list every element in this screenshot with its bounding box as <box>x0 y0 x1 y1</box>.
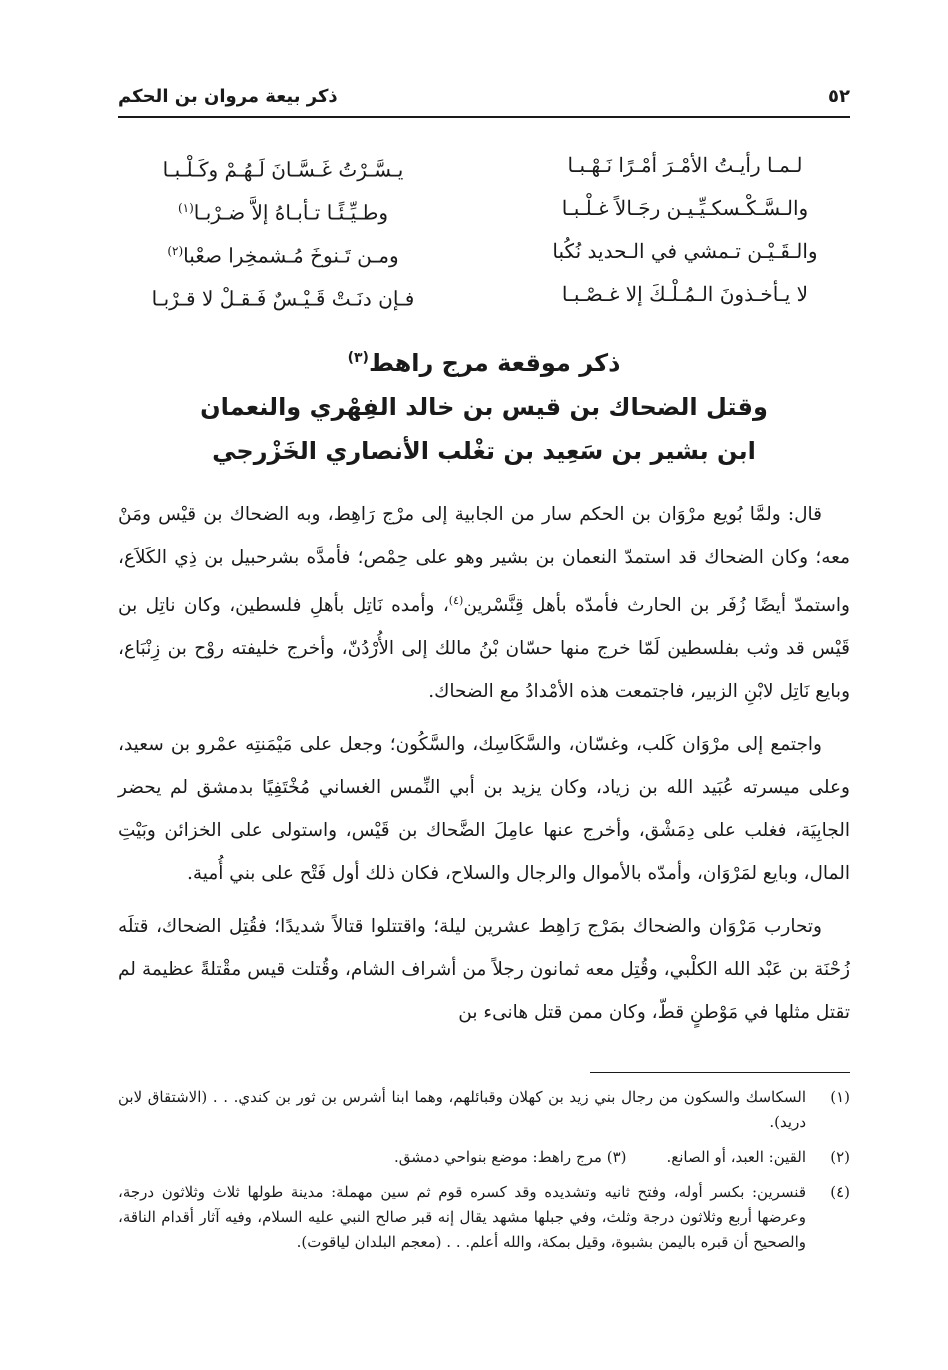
footnote-number: (٣) <box>606 1148 627 1167</box>
footnote-text: القين: العبد، أو الصانع.(٣) مرج راهط: موضع بنواحي دمشق. <box>393 1148 806 1167</box>
poem-first-hemistich: لا يـأخـذونَ الـمُـلْـكَ إلا غـصْـبـا <box>561 282 809 306</box>
section-heading-line-1: ذكر موقعة مرج راهط$^{(٣)}$ <box>347 349 621 377</box>
running-header <box>118 80 850 118</box>
footnote <box>118 1085 850 1135</box>
book-page <box>118 80 850 1340</box>
section-heading <box>118 336 850 473</box>
poem-line <box>118 230 850 273</box>
poem-second-hemistich: ومـن تَـنوخَ مُـشمخِرا صعْبا$^{(٢)}$ <box>167 243 399 268</box>
poem-first-hemistich: والـقَـيْـن تـمشي في الـحديد نُكُبا <box>552 239 818 263</box>
paragraph: وتحارب مَرْوَان والضحاك بمَرْج رَاهِط عشرين ليلة؛ واقتتلوا قتالاً شديدًا؛ فقُتِل الضحاك، قتلَه زُحْنَة بن عَبْد الله الكلْبي، وقُتِل معه ثمانون رجلاً من أشراف الشام، وقُتلت قيس مقْتلةً عظيمة لم تقتل مثلها في مَوْطنٍ قطّ، وكان ممن قتل هانىء بن <box>118 916 850 1024</box>
running-header-title: ذكر بيعة مروان بن الحكم <box>118 86 338 107</box>
poem-second-hemistich: يـسَّـرْتُ غَـسَّـانَ لَـهُـمْ وكَـلْـبـا <box>162 157 404 182</box>
poem-line <box>118 144 850 187</box>
footnotes <box>118 1085 850 1255</box>
poem-line <box>118 187 850 230</box>
section-heading-line-3: ابن بشير بن سَعِيد بن تغْلب الأنصاري الخَزْرجي <box>212 437 756 465</box>
footnote-separator <box>590 1072 850 1073</box>
poem <box>118 144 850 316</box>
section-heading-line-2: وقتل الضحاك بن قيس بن خالد الفِهْري والنعمان <box>200 393 768 421</box>
footnote <box>118 1145 850 1170</box>
footnote-number: (١) <box>830 1088 850 1107</box>
poem-first-hemistich: والـسَّـكْـسكـيِّـيـن رجَـالاً غـلْـبـا <box>561 196 809 220</box>
footnote-number: (٤) <box>830 1183 850 1202</box>
footnote-ref: (١) <box>177 201 194 215</box>
page-number: ٥٢ <box>828 86 850 107</box>
paragraph: واجتمع إلى مرْوَان كَلب، وغسّان، والسَّكَاسِك، والسَّكُون؛ وجعل على مَيْمَنتِه عمْرو بن سعيد، وعلى ميسرته عُبَيد الله بن زياد، وكان يزيد بن أبي النِّمس الغساني مُخْتَفِيًا بدمشق لم يحضر الجابِيَة، فغلب على دِمَشْق، وأخرج عنها عامِلَ الضَّحاك بن قَيْس، واستولى على الخزائن وبَيْتِ المال، وبايع لمَرْوَان، وأمدّه بالأموال والرجال والسلاح، فكان ذلك أول فَتْح على بني أُمية. <box>118 734 850 885</box>
footnote-ref: (٢) <box>167 244 184 258</box>
footnote-text: السكاسك والسكون من رجال بني زيد بن كهلان وقبائلهم، وهما ابنا أشرس بن ثور بن كندي. . . (الاشتقاق لابن دريد). <box>118 1088 806 1132</box>
footnote-number: (٢) <box>830 1148 850 1167</box>
paragraph: قال: ولمَّا بُويع مرْوَان بن الحكم سار من الجابية إلى مرْج رَاهِط، وبه الضحاك بن قيْس ومَنْ معه؛ وكان الضحاك قد استمدّ النعمان بن بشير وهو على حِمْص؛ فأمدَّه بشرحبيل بن ذِي الكَلاَع، واستمدّ أيضًا زُفَر بن الحارث فأمدّه بأهل قِنَّسْرين$^{(٤)}$، وأمده نَاتِل بأهلِ فلسطين، وكان ناتِل بن قَيْس قد وثب بفلسطين لَمّا خرج منها حسّان بْنُ مالك إلى الأُرْدُنّ، وأخرج خليفته روْح بن زِنْبَاع، وبايع نَاتِل لابْنِ الزبير، فاجتمعت هذه الأمْدادُ مع الضحاك. <box>118 504 850 703</box>
footnote <box>118 1180 850 1255</box>
poem-second-hemistich: فـإن دنَـتْ قَـيْـسٌ فَـقـلْ لا قـرْبـا <box>151 286 415 311</box>
poem-first-hemistich: لـمـا رأيـتُ الأمْـرَ أمْـرًا نَـهْـبـا <box>567 153 803 177</box>
footnote-ref: (٣) <box>347 350 369 366</box>
footnote-ref: (٤) <box>448 594 464 607</box>
poem-second-hemistich: وطـيِّـئًـا تـأبـاهُ إلاَّ ضـرْبـا$^{(١)}$ <box>177 200 389 225</box>
footnote-text: قنسرين: بكسر أوله، وفتح ثانيه وتشديده وقد كسره قوم ثم سين مهملة: مدينة طولها ثلاث وثلاثون درجة، وعرضها أربع وثلاثون درجة وثلث، وفي جبلها مشهد يقال إنه قبر صالح النبي عليه السلام، وفيه آثار أقدام الناقة، والصحيح أن قبره باليمن بشبوة، وقيل بمكة، والله أعلم. . . (معجم البلدان لياقوت). <box>118 1183 806 1252</box>
body-text <box>118 493 850 1034</box>
poem-line <box>118 273 850 316</box>
